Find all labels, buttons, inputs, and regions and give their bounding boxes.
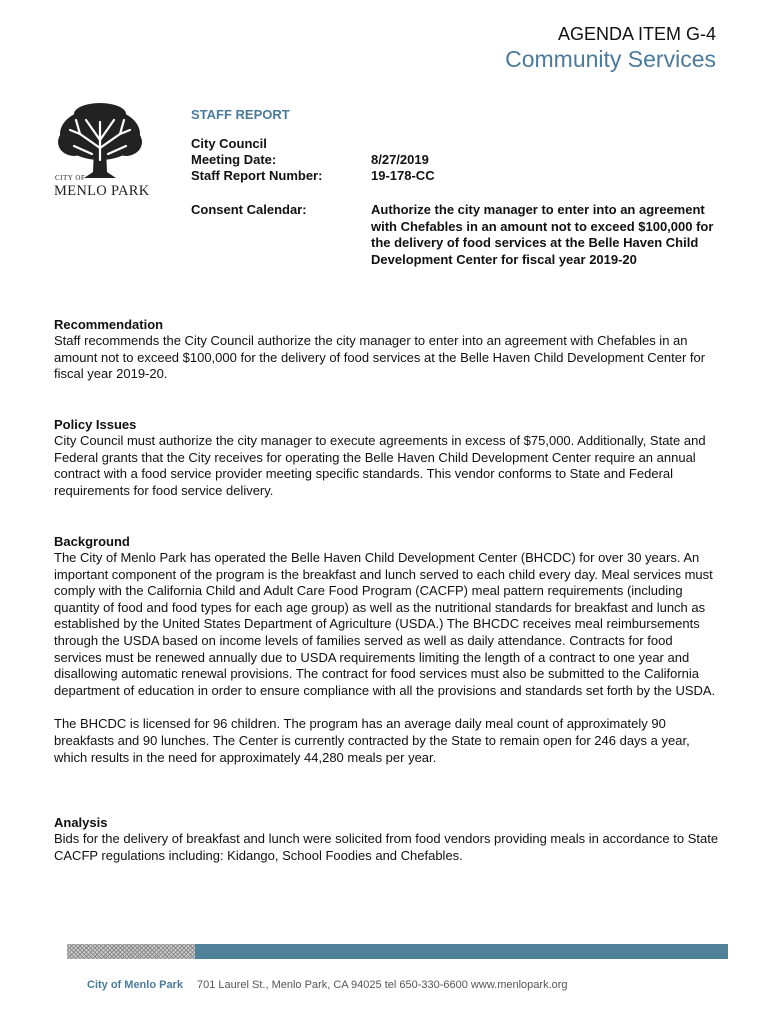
meeting-date-value: 8/27/2019 bbox=[371, 152, 429, 167]
meeting-date-label: Meeting Date: bbox=[191, 152, 277, 167]
logo-city-name: MENLO PARK bbox=[54, 183, 150, 199]
policy-text: City Council must authorize the city manager to execute agreements in excess of $75,000. Additionally, State and Federal grants that the City receives for operating the Belle Haven Child Development Center require an annual contract with a food service provider meeting specific standards. This vendor conforms to State and Federal requirements for food service delivery. bbox=[54, 433, 706, 498]
staff-report-label: STAFF REPORT bbox=[191, 107, 290, 122]
footer-city-name: City of Menlo Park bbox=[87, 979, 183, 991]
consent-calendar-label: Consent Calendar: bbox=[191, 202, 307, 217]
background-paragraph-1: The City of Menlo Park has operated the Belle Haven Child Development Center (BHCDC) for over 30 years. An important component of the program is the breakfast and lunch served to each child every day. Meal services must comply with the California Child and Adult Care Food Program (CACFP) meal pattern requirements (including quantity of food and food types for each age group) as well as the nutritional standards for breakfast and lunch as established by the United States Department of Agriculture (USDA.) The BHCDC receives meal reimbursements through the USDA based on income levels of families served as well as daily attendance. Contracts for food services must be renewed annually due to USDA requirements limiting the length of a contract to one year and disallowing automatic renewal provisions. The contract for food services must also be submitted to the California department of education in order to ensure compliance with all the provisions and standards set forth by the USDA. bbox=[54, 550, 716, 698]
analysis-section bbox=[54, 814, 722, 864]
policy-heading: Policy Issues bbox=[54, 417, 137, 432]
footer-pattern bbox=[67, 944, 195, 959]
analysis-heading: Analysis bbox=[54, 815, 108, 830]
logo-city-of: CITY OF bbox=[55, 174, 86, 182]
background-paragraph-2: The BHCDC is licensed for 96 children. The program has an average daily meal count of approximately 90 breakfasts and 90 lunches. The Center is currently contracted by the State to remain open for 246 days a year, which results in the need for approximately 44,280 meals per year. bbox=[54, 716, 690, 765]
recommendation-section bbox=[54, 316, 722, 383]
agenda-item-label: AGENDA ITEM G-4 bbox=[557, 24, 716, 44]
recommendation-text: Staff recommends the City Council authorize the city manager to enter into an agreement with Chefables in an amount not to exceed $100,000 for the delivery of food services at the Belle Haven Child Development Center for fiscal year 2019-20. bbox=[54, 333, 706, 382]
recommendation-heading: Recommendation bbox=[54, 317, 164, 332]
footer-address: 701 Laurel St., Menlo Park, CA 94025 tel 650-330-6600 www.menlopark.org bbox=[196, 979, 568, 991]
background-section bbox=[54, 533, 722, 766]
background-heading: Background bbox=[54, 534, 130, 549]
analysis-text: Bids for the delivery of breakfast and lunch were solicited from food vendors providing meals in accordance to State CACFP regulations including: Kidango, School Foodies and Chefables. bbox=[54, 831, 719, 863]
report-number-value: 19-178-CC bbox=[371, 168, 435, 183]
department-title: Community Services bbox=[505, 46, 716, 72]
policy-section bbox=[54, 416, 722, 499]
report-number-label: Staff Report Number: bbox=[191, 168, 323, 183]
council-body: City Council bbox=[191, 136, 267, 151]
consent-calendar-description: Authorize the city manager to enter into an agreement with Chefables in an amount not to exceed $100,000 for the delivery of food services at the Belle Haven Child Development Center for fiscal year 2019-20 bbox=[371, 202, 714, 267]
footer bbox=[87, 979, 568, 991]
